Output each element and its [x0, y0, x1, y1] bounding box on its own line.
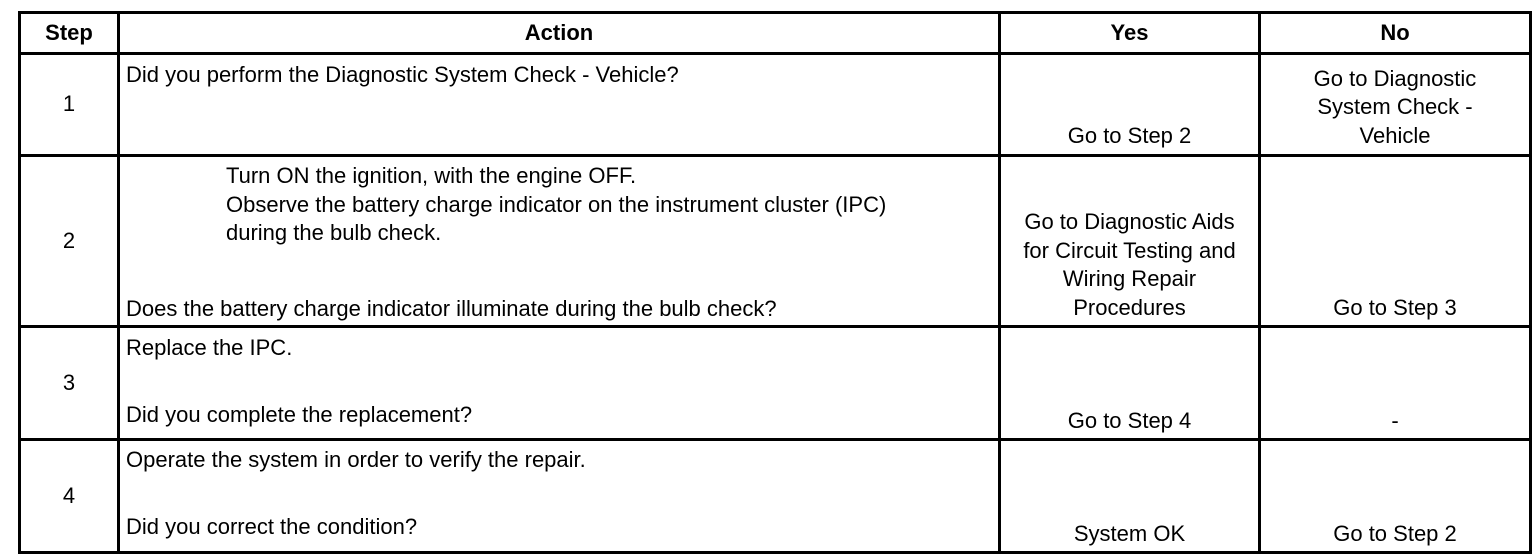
- yes-line: Go to Diagnostic Aids: [1024, 209, 1235, 234]
- action-question: Does the battery charge indicator illuminate during the bulb check?: [126, 295, 777, 321]
- yes-line: Wiring Repair: [1062, 266, 1197, 291]
- table-row: [20, 440, 1531, 553]
- header-yes: Yes: [1000, 13, 1260, 54]
- no-line: Vehicle: [1359, 122, 1431, 148]
- header-row: [20, 13, 1531, 54]
- action-cell: [119, 54, 1000, 156]
- no-line: Go to Diagnostic: [1313, 65, 1477, 91]
- yes-cell: Go to Step 4: [1000, 327, 1260, 440]
- action-cell: [119, 327, 1000, 440]
- action-line: Observe the battery charge indicator on the instrument cluster (IPC): [226, 191, 887, 217]
- step-number: 3: [20, 327, 119, 440]
- table-row: [20, 327, 1531, 440]
- table-row: [20, 156, 1531, 327]
- yes-line: for Circuit Testing and: [1023, 237, 1236, 263]
- table-row: [20, 54, 1531, 156]
- action-question: Did you correct the condition?: [126, 513, 418, 539]
- yes-line: Procedures: [1073, 294, 1186, 320]
- header-action: Action: [119, 13, 1000, 54]
- no-cell: Go to Step 2: [1260, 440, 1531, 553]
- yes-cell: System OK: [1000, 440, 1260, 553]
- action-line: Turn ON the ignition, with the engine OFF.: [226, 163, 637, 188]
- action-line: Did you perform the Diagnostic System Check - Vehicle?: [126, 62, 679, 87]
- yes-cell: [1000, 156, 1260, 327]
- diagnostic-table: [18, 11, 1532, 554]
- action-cell: [119, 156, 1000, 327]
- action-line: Operate the system in order to verify the repair.: [126, 447, 586, 472]
- header-no: No: [1260, 13, 1531, 54]
- no-cell: -: [1260, 327, 1531, 440]
- no-cell: [1260, 54, 1531, 156]
- header-step: Step: [20, 13, 119, 54]
- action-line: during the bulb check.: [226, 220, 442, 245]
- yes-cell: Go to Step 2: [1000, 54, 1260, 156]
- no-line: System Check -: [1317, 94, 1473, 119]
- step-number: 1: [20, 54, 119, 156]
- step-number: 2: [20, 156, 119, 327]
- action-cell: [119, 440, 1000, 553]
- action-question: Did you complete the replacement?: [126, 401, 473, 427]
- action-line: Replace the IPC.: [126, 335, 293, 360]
- step-number: 4: [20, 440, 119, 553]
- no-cell: Go to Step 3: [1260, 156, 1531, 327]
